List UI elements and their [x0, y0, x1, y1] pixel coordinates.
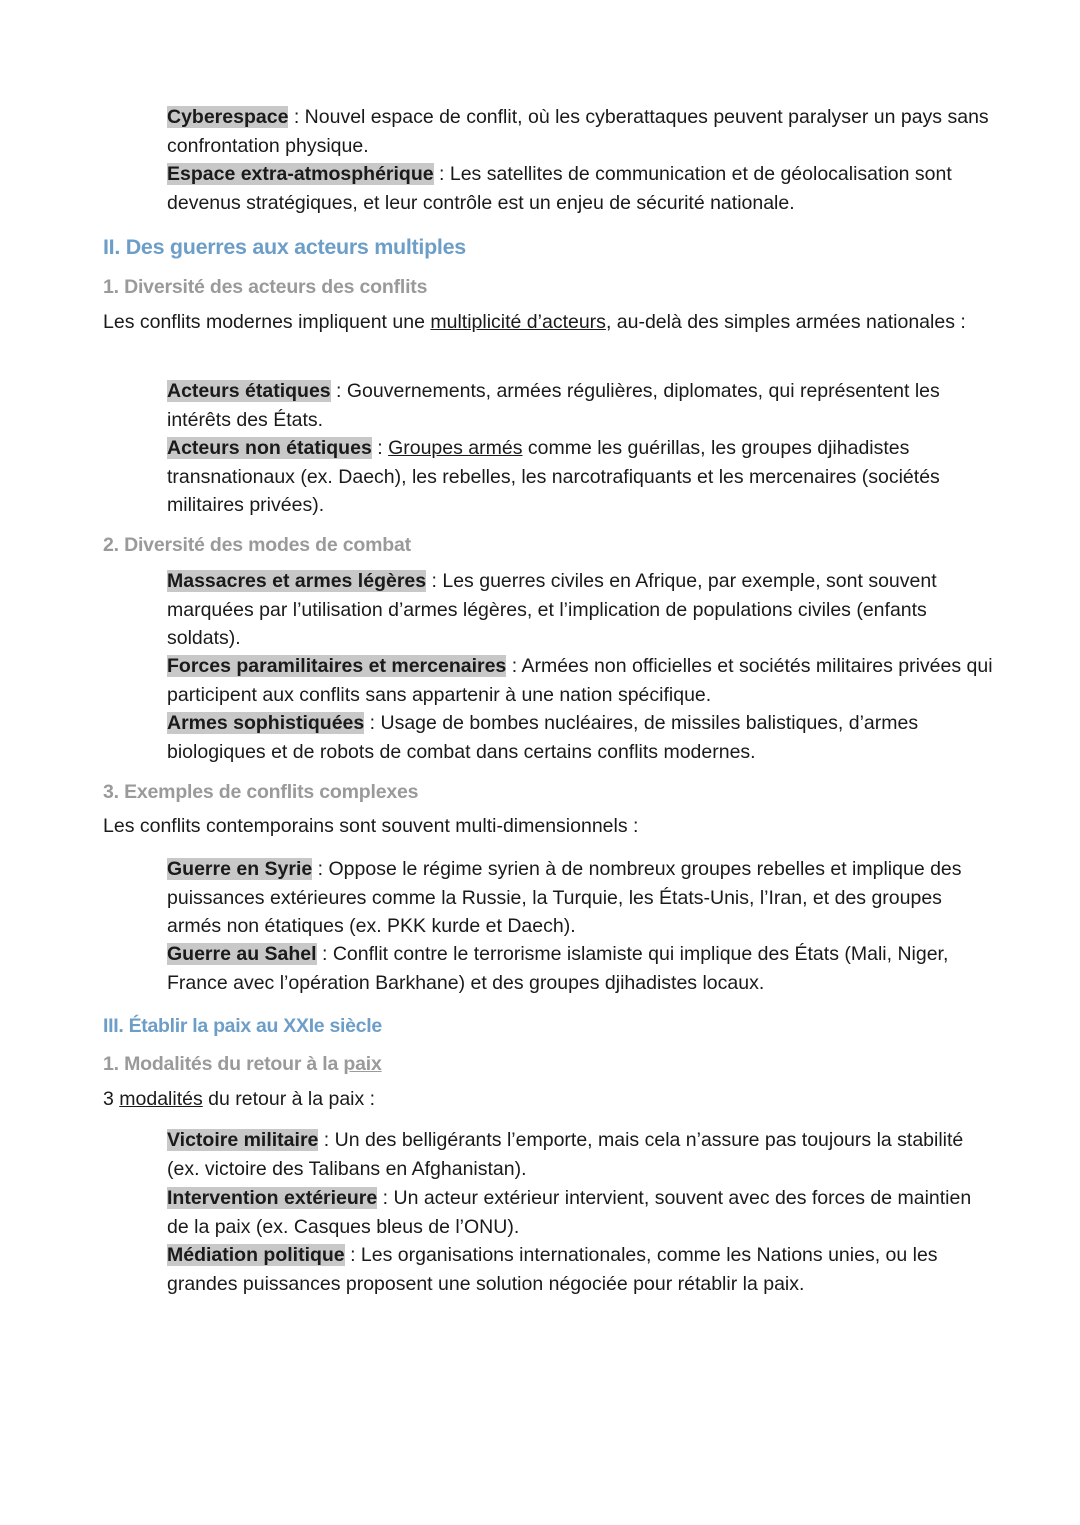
- term-highlight: Massacres et armes légères: [167, 570, 427, 592]
- bullet-text: : Les guerres civiles en Afrique, par exemple, sont souvent marquées par l’utilisation d’armes légères, et l’implication de populations civiles (enfants soldats).: [167, 570, 937, 649]
- underlined-text: modalités: [119, 1088, 203, 1110]
- term-highlight: Intervention extérieure: [167, 1187, 378, 1209]
- bullet-text: : Les organisations internationales, comme les Nations unies, ou les grandes puissances proposent une solution négociée pour rétablir la paix.: [167, 1244, 938, 1295]
- term-highlight: Victoire militaire: [167, 1129, 319, 1151]
- term-highlight: Forces paramilitaires et mercenaires: [167, 655, 507, 677]
- term-highlight: Armes sophistiquées: [167, 712, 365, 734]
- term-highlight: Guerre au Sahel: [167, 943, 317, 965]
- bullet-victoire-militaire: [167, 1126, 997, 1183]
- heading-text: 1. Modalités du retour à la: [103, 1053, 344, 1075]
- subsection-heading-2-2: 2. Diversité des modes de combat: [103, 534, 411, 556]
- bullet-text: : Nouvel espace de conflit, où les cyberattaques peuvent paralyser un pays sans confrontation physique.: [167, 106, 989, 157]
- intro-paragraph: [103, 1085, 1003, 1114]
- bullet-espace-extra-atmospherique: [167, 160, 997, 217]
- bullet-text: : Les satellites de communication et de géolocalisation sont devenus stratégiques, et leur contrôle est un enjeu de sécurité nationale.: [167, 163, 952, 214]
- term-highlight: Espace extra-atmosphérique: [167, 163, 434, 185]
- section-heading-3: III. Établir la paix au XXIe siècle: [103, 1015, 382, 1037]
- bullet-text: : Un des belligérants l’emporte, mais cela n’assure pas toujours la stabilité (ex. victoire des Talibans en Afghanistan).: [167, 1129, 964, 1180]
- bullet-mediation-politique: [167, 1241, 997, 1298]
- section-heading-2: II. Des guerres aux acteurs multiples: [103, 235, 466, 259]
- bullet-text: : Oppose le régime syrien à de nombreux groupes rebelles et implique des puissances extérieures comme la Russie, la Turquie, les États-Unis, l’Iran, et des groupes armés non étatiques (ex. PKK kurde et Daech).: [167, 858, 962, 937]
- intro-paragraph: Les conflits contemporains sont souvent multi-dimensionnels :: [103, 815, 639, 837]
- term-highlight: Cyberespace: [167, 106, 289, 128]
- intro-text: , au-delà des simples armées nationales :: [605, 311, 966, 333]
- bullet-acteurs-etatiques: [167, 377, 997, 434]
- bullet-forces-paramilitaires: [167, 652, 997, 709]
- bullet-text: comme les guérillas, les groupes djihadistes transnationaux (ex. Daech), les rebelles, les narcotrafiquants et les mercenaires (sociétés militaires privées).: [167, 437, 940, 516]
- intro-text: du retour à la paix :: [202, 1088, 376, 1110]
- term-highlight: Acteurs non étatiques: [167, 437, 372, 459]
- bullet-text: : Armées non officielles et sociétés militaires privées qui participent aux conflits sans appartenir à une nation spécifique.: [167, 655, 993, 706]
- bullet-text: :: [371, 437, 389, 459]
- subsection-heading-3-1: [103, 1053, 382, 1076]
- term-highlight: Acteurs étatiques: [167, 380, 331, 402]
- subsection-heading-2-1: 1. Diversité des acteurs des conflits: [103, 276, 428, 298]
- underlined-text: Groupes armés: [388, 437, 523, 459]
- bullet-guerre-syrie: [167, 855, 997, 941]
- bullet-cyberespace: [167, 103, 997, 160]
- bullet-intervention-exterieure: [167, 1184, 997, 1241]
- bullet-guerre-sahel: [167, 940, 997, 997]
- bullet-acteurs-non-etatiques: [167, 434, 997, 520]
- subsection-heading-2-3: 3. Exemples de conflits complexes: [103, 781, 419, 803]
- bullet-text: : Gouvernements, armées régulières, diplomates, qui représentent les intérêts des États.: [167, 380, 940, 431]
- bullet-text: : Un acteur extérieur intervient, souvent avec des forces de maintien de la paix (ex. Casques bleus de l’ONU).: [167, 1187, 972, 1238]
- bullet-text: : Conflit contre le terrorisme islamiste qui implique des États (Mali, Niger, France avec l’opération Barkhane) et des groupes djihadistes locaux.: [167, 943, 949, 994]
- intro-text: Les conflits modernes impliquent une: [103, 311, 431, 333]
- term-highlight: Médiation politique: [167, 1244, 345, 1266]
- intro-text: 3: [103, 1088, 120, 1110]
- underlined-text: multiplicité d’acteurs: [430, 311, 606, 333]
- underlined-text: paix: [343, 1053, 382, 1075]
- bullet-armes-sophistiquees: [167, 709, 997, 766]
- bullet-text: : Usage de bombes nucléaires, de missiles balistiques, d’armes biologiques et de robots de combat dans certains conflits modernes.: [167, 712, 919, 763]
- bullet-massacres: [167, 567, 997, 653]
- term-highlight: Guerre en Syrie: [167, 858, 313, 880]
- intro-paragraph: [103, 308, 1003, 337]
